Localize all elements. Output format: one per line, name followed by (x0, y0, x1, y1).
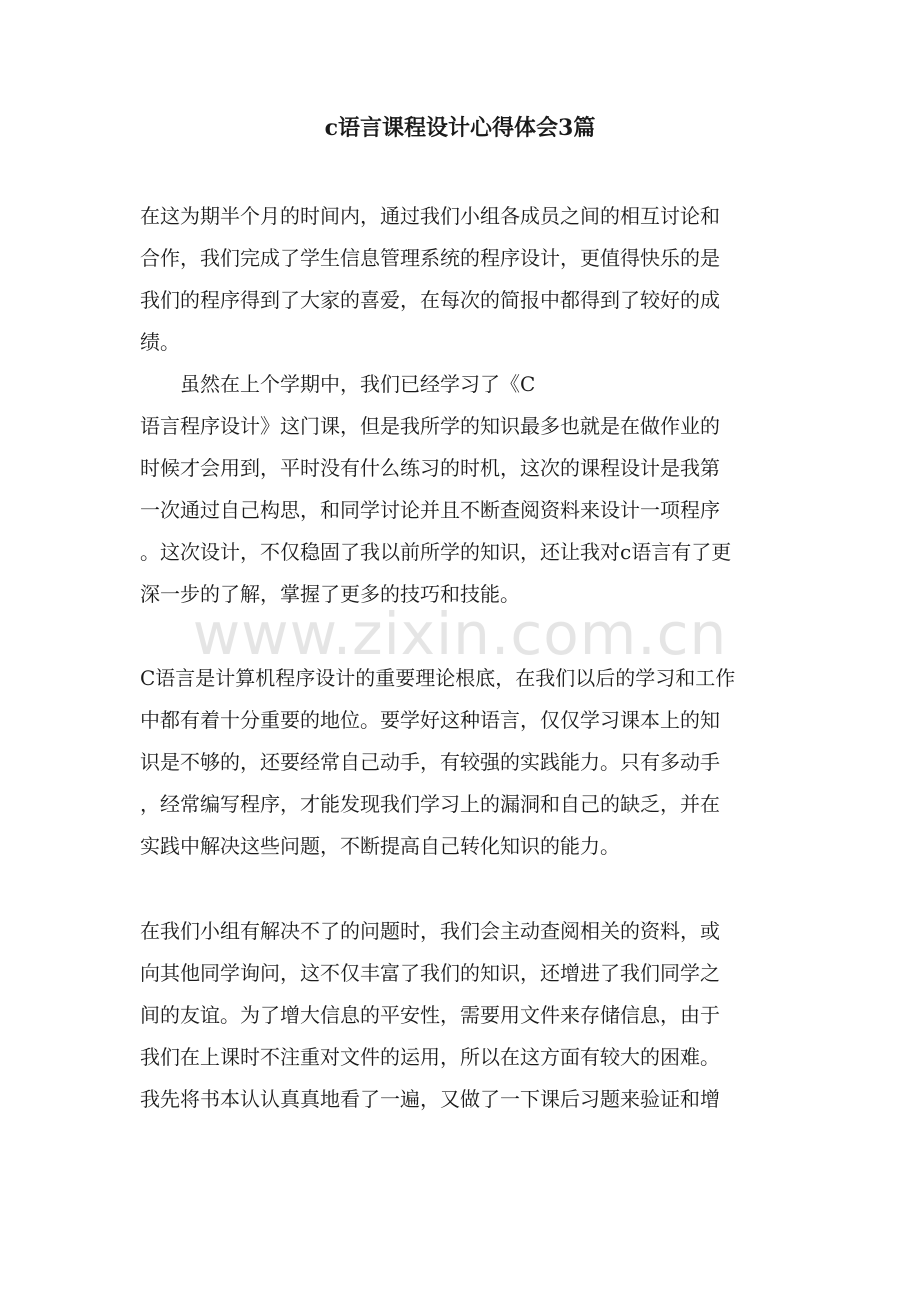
text-line: 时候才会用到，平时没有什么练习的时机，这次的课程设计是我第 (140, 456, 720, 480)
text-line: 识是不够的，还要经常自己动手，有较强的实践能力。只有多动手 (140, 750, 720, 774)
paragraph-3 (140, 657, 785, 867)
watermark: www.zixin.com.cn (192, 600, 728, 668)
text-line: 合作，我们完成了学生信息管理系统的程序设计，更值得快乐的是 (140, 246, 720, 270)
text-line: C语言是计算机程序设计的重要理论根底，在我们以后的学习和工作 (140, 666, 736, 690)
text-line: 语言程序设计》这门课，但是我所学的知识最多也就是在做作业的 (140, 414, 720, 438)
text-line: 我先将书本认认真真地看了一遍，又做了一下课后习题来验证和增 (140, 1087, 720, 1111)
text-line: 在我们小组有解决不了的问题时，我们会主动查阅相关的资料，或 (140, 919, 720, 943)
text-line: 绩。 (140, 330, 180, 354)
text-line: 实践中解决这些问题，不断提高自己转化知识的能力。 (140, 834, 620, 858)
document-title: c语言课程设计心得体会3篇 (324, 115, 596, 141)
paragraph-2 (140, 363, 785, 615)
paragraph-4 (140, 910, 785, 1120)
text-line: 在这为期半个月的时间内，通过我们小组各成员之间的相互讨论和 (140, 204, 720, 228)
paragraph-1 (140, 195, 785, 363)
text-line: 我们在上课时不注重对文件的运用，所以在这方面有较大的困难。 (140, 1045, 720, 1069)
text-line: ，经常编写程序，才能发现我们学习上的漏洞和自己的缺乏，并在 (140, 792, 720, 816)
text-line: 间的友谊。为了增大信息的平安性，需要用文件来存储信息，由于 (140, 1003, 720, 1027)
text-line: 向其他同学询问，这不仅丰富了我们的知识，还增进了我们同学之 (140, 961, 720, 985)
text-line: 深一步的了解，掌握了更多的技巧和技能。 (140, 582, 520, 606)
text-line: 一次通过自己构思，和同学讨论并且不断查阅资料来设计一项程序 (140, 498, 720, 522)
text-line: 我们的程序得到了大家的喜爱，在每次的简报中都得到了较好的成 (140, 288, 720, 312)
text-line: 中都有着十分重要的地位。要学好这种语言，仅仅学习课本上的知 (140, 708, 720, 732)
text-line: 虽然在上个学期中，我们已经学习了《C (140, 372, 536, 396)
text-line: 。这次设计，不仅稳固了我以前所学的知识，还让我对c语言有了更 (140, 540, 732, 564)
